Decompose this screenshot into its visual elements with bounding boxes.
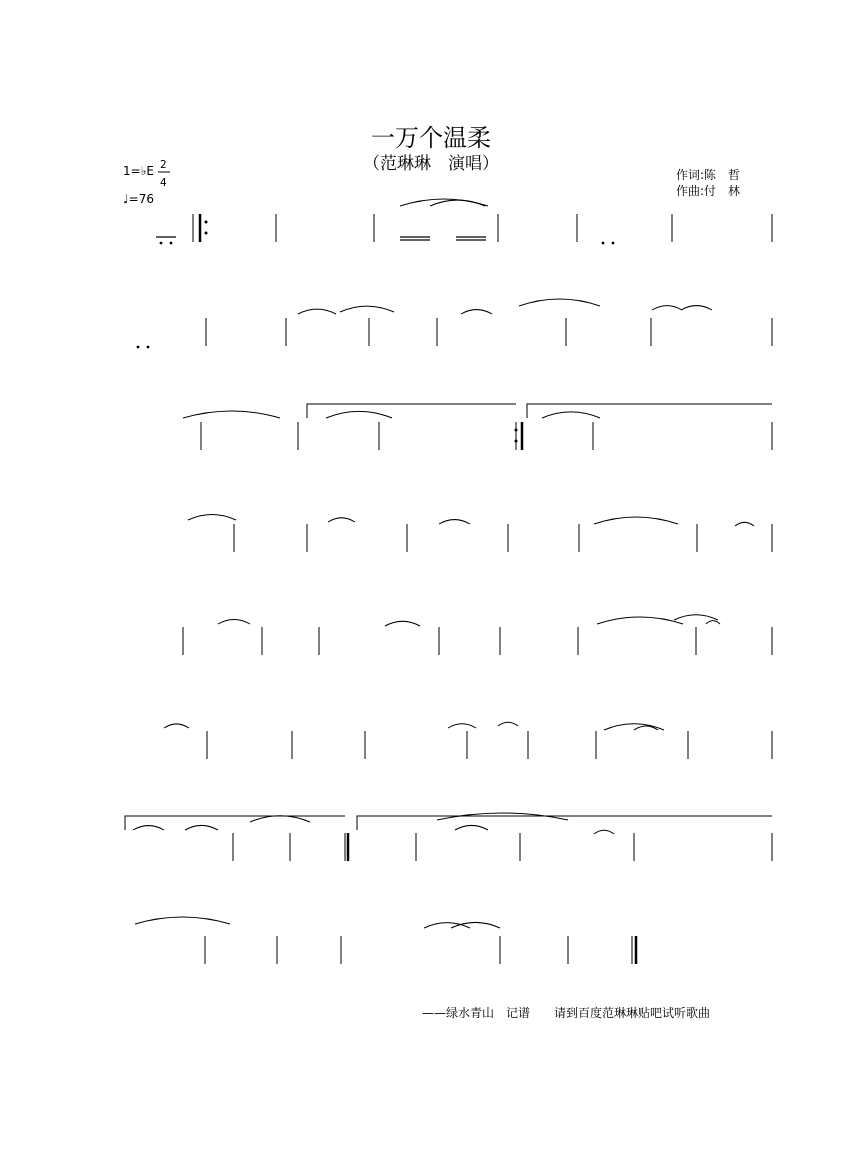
- slur-arc: [461, 310, 492, 314]
- octave-dot: [602, 242, 605, 245]
- slur-arc: [597, 617, 683, 624]
- notation-area: [125, 199, 772, 964]
- slur-arc: [674, 615, 718, 620]
- slur-arc: [133, 826, 164, 830]
- lyricist-credit: 作词:陈 哲: [676, 168, 741, 182]
- repeat-dot: [205, 221, 208, 224]
- repeat-dot: [515, 429, 518, 432]
- slur-arc: [185, 825, 218, 830]
- slur-arc: [400, 199, 488, 206]
- octave-dot: [612, 242, 615, 245]
- slur-arc: [542, 412, 600, 418]
- volta-bracket: [125, 816, 345, 830]
- slur-arc: [183, 411, 280, 418]
- slur-arc: [448, 724, 476, 728]
- slur-arc: [298, 309, 336, 314]
- page-subtitle: （范琳琳 演唱）: [363, 154, 499, 174]
- volta-bracket: [357, 816, 772, 830]
- volta-bracket: [307, 404, 516, 418]
- time-signature-top: 2: [160, 159, 167, 171]
- slur-arc: [681, 306, 712, 310]
- slur-arc: [328, 518, 355, 522]
- volta-bracket: [527, 404, 772, 418]
- slur-arc: [326, 411, 392, 418]
- slur-arc: [250, 816, 310, 822]
- slur-arc: [594, 830, 614, 834]
- repeat-dot: [205, 232, 208, 235]
- repeat-dot: [515, 440, 518, 443]
- footer-credit: ——绿水青山 记谱 请到百度范琳琳贴吧试听歌曲: [422, 1006, 711, 1020]
- time-signature: [158, 159, 170, 189]
- page-title: 一万个温柔: [371, 124, 491, 152]
- slur-arc: [706, 621, 720, 624]
- slur-arc: [439, 520, 470, 524]
- slur-arc: [164, 724, 189, 728]
- slur-arc: [135, 917, 230, 924]
- slur-arc: [188, 515, 236, 521]
- slur-arc: [519, 299, 600, 306]
- slur-arc: [385, 621, 420, 626]
- slur-arc: [652, 306, 682, 310]
- slur-arc: [594, 517, 678, 524]
- slur-arc: [455, 825, 488, 830]
- octave-dot: [170, 242, 173, 245]
- tempo-marking: ♩=76: [123, 192, 154, 206]
- slur-arc: [735, 522, 754, 526]
- time-signature-bottom: 4: [160, 177, 167, 189]
- slur-arc: [218, 620, 250, 625]
- octave-dot: [137, 346, 140, 349]
- octave-dot: [160, 242, 163, 245]
- composer-credit: 作曲:付 林: [676, 184, 741, 198]
- slur-arc: [498, 722, 518, 726]
- octave-dot: [147, 346, 150, 349]
- key-signature: 1=♭E: [123, 164, 154, 178]
- slur-arc: [451, 922, 500, 928]
- slur-arc: [604, 724, 664, 730]
- slur-arc: [340, 306, 394, 312]
